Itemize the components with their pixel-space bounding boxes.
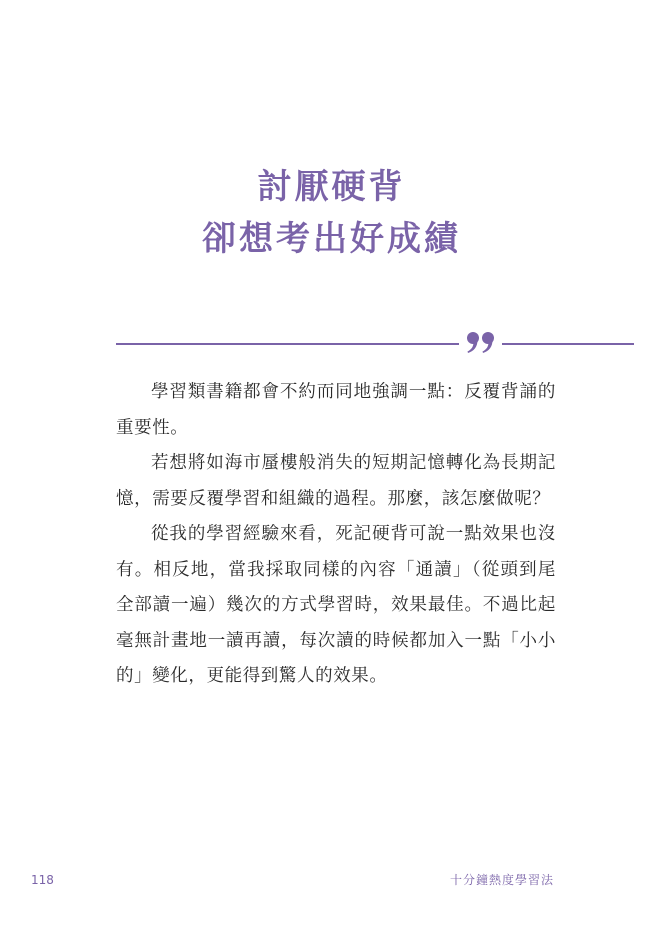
divider-line-left xyxy=(116,343,459,345)
divider-line-right xyxy=(502,343,634,345)
closing-quote-icon xyxy=(465,330,497,356)
page-number: 118 xyxy=(31,873,54,887)
running-footer-title: 十分鐘熱度學習法 xyxy=(450,873,555,887)
paragraph-2: 若想將如海市蜃樓般消失的短期記憶轉化為長期記憶，需要反覆學習和組織的過程。那麼，該怎麼做呢？ xyxy=(116,453,556,509)
chapter-title-line-2: 卻想考出好成績 xyxy=(202,219,461,259)
body-text xyxy=(116,375,556,695)
chapter-title-line-1: 討厭硬背 xyxy=(257,167,406,207)
paragraph-3: 從我的學習經驗來看，死記硬背可說一點效果也沒有。相反地，當我採取同樣的內容「通讀」（從頭到尾全部讀一遍）幾次的方式學習時，效果最佳。不過比起毫無計畫地一讀再讀，每次讀的時候都加入一點「小小的」變化，更能得到驚人的效果。 xyxy=(116,524,556,686)
paragraph-1: 學習類書籍都會不約而同地強調一點：反覆背誦的重要性。 xyxy=(116,382,556,438)
